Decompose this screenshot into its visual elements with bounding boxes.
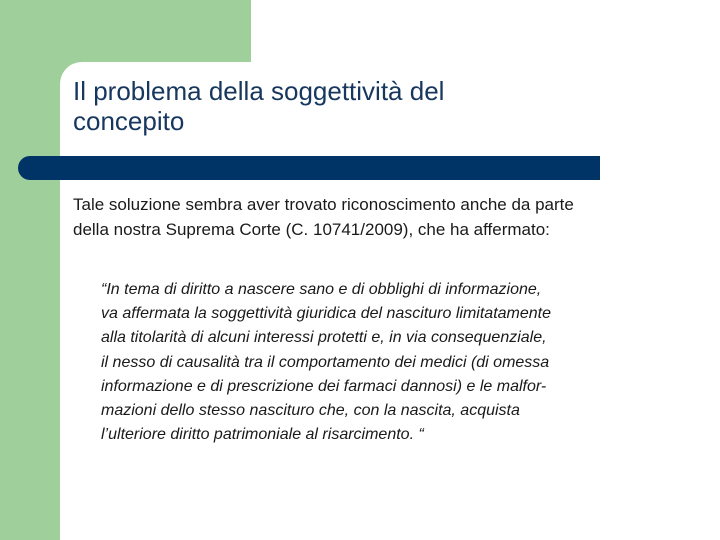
- slide-title-line: concepito: [73, 106, 185, 136]
- green-side-strip: [0, 0, 60, 540]
- quote-line: va affermata la soggettività giuridica del nascituro limitatamente: [101, 305, 551, 323]
- quote-line: “In tema di diritto a nascere sano e di obblighi di informazione,: [101, 281, 542, 298]
- quote-line: il nesso di causalità tra il comportamento dei medici (di omessa: [101, 353, 550, 371]
- intro-line: della nostra Suprema Corte (C. 10741/2009), che ha affermato:: [73, 220, 550, 239]
- quote-line: alla titolarità di alcuni interessi protetti e, in via consequenziale,: [101, 329, 547, 347]
- court-quote: [101, 278, 701, 447]
- intro-paragraph: [73, 192, 693, 242]
- quote-line: informazione e di prescrizione dei farmaci dannosi) e le malfor-: [101, 377, 547, 395]
- intro-line: Tale soluzione sembra aver trovato riconoscimento anche da parte: [73, 195, 574, 214]
- title-divider-bar: [18, 156, 600, 180]
- quote-line: mazioni dello stesso nascituro che, con la nascita, acquista: [101, 402, 520, 420]
- slide-title-line: Il problema della soggettività del: [73, 76, 445, 106]
- slide-title: [73, 76, 633, 136]
- quote-line: l’ulteriore diritto patrimoniale al risarcimento. “: [101, 426, 424, 444]
